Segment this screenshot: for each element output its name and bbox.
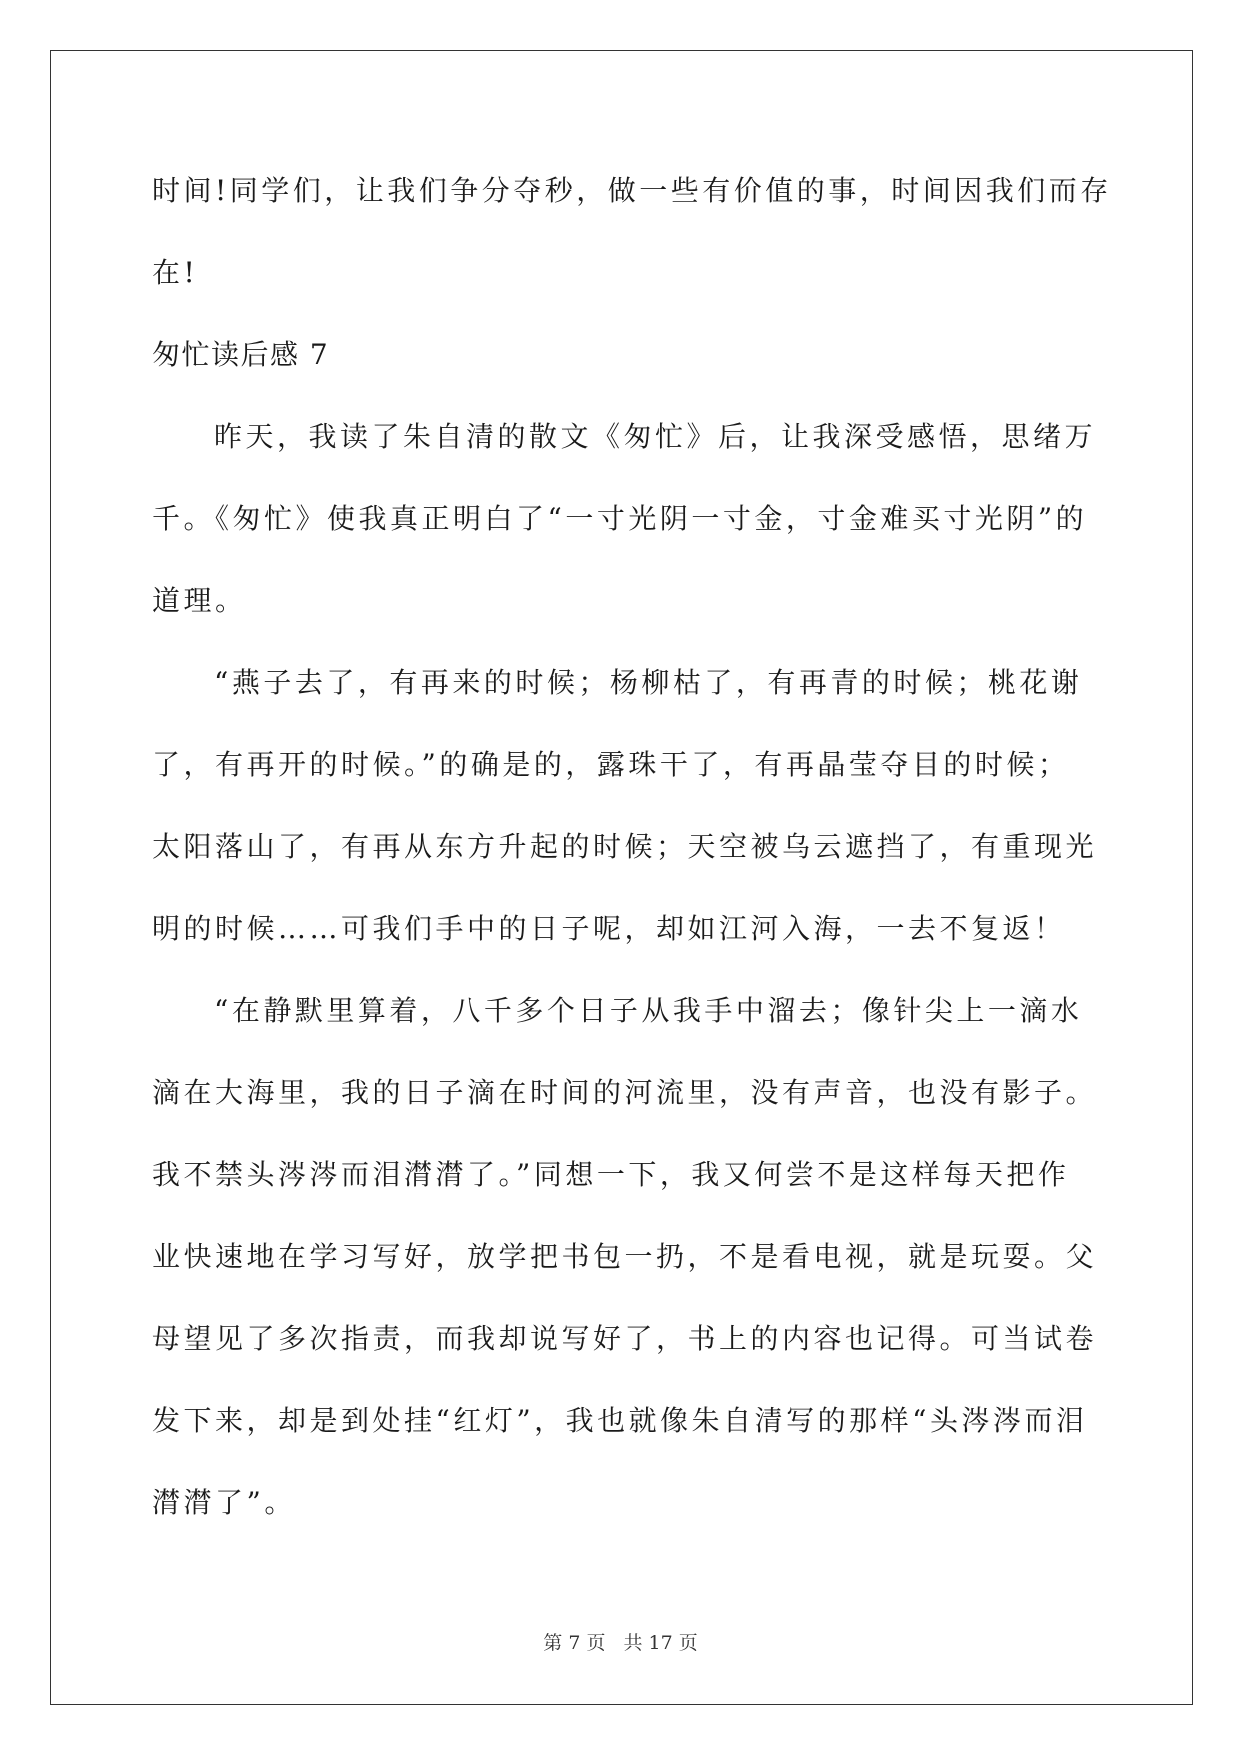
page-footer (0, 1628, 1241, 1655)
paragraph-line: 我不禁头涔涔而泪潸潸了。”同想一下，我又何尝不是这样每天把作 (152, 1158, 1070, 1191)
paragraph-line: 在! (152, 256, 199, 289)
page-number: 第 7 页 (543, 1632, 606, 1654)
paragraph-line: 明的时候……可我们手中的日子呢，却如江河入海，一去不复返！ (152, 912, 1066, 945)
paragraph-line: 潸潸了”。 (152, 1486, 296, 1519)
paragraph-line: 太阳落山了，有再从东方升起的时候；天空被乌云遮挡了，有重现光 (152, 830, 1098, 863)
paragraph-line: 时间!同学们，让我们争分夺秒，做一些有价值的事，时间因我们而存 (152, 174, 1112, 207)
paragraph-line: 千。《匆忙》使我真正明白了“一寸光阴一寸金，寸金难买寸光阴”的 (152, 502, 1088, 535)
paragraph-line: “燕子去了，有再来的时候；杨柳枯了，有再青的时候；桃花谢 (214, 666, 1083, 699)
page-total: 共 17 页 (623, 1632, 698, 1654)
paragraph-line: 昨天，我读了朱自清的散文《匆忙》后，让我深受感悟，思绪万 (214, 420, 1097, 453)
section-heading: 匆忙读后感 7 (152, 338, 330, 371)
paragraph-line: 母望见了多次指责，而我却说写好了，书上的内容也记得。可当试卷 (152, 1322, 1098, 1355)
paragraph-line: 业快速地在学习写好，放学把书包一扔，不是看电视，就是玩耍。父 (152, 1240, 1098, 1273)
paragraph-line: 了，有再开的时候。”的确是的，露珠干了，有再晶莹夺目的时候； (152, 748, 1070, 781)
paragraph-line: 发下来，却是到处挂“红灯”，我也就像朱自清写的那样“头涔涔而泪 (152, 1404, 1088, 1437)
paragraph-line: 滴在大海里，我的日子滴在时间的河流里，没有声音，也没有影子。 (152, 1076, 1098, 1109)
paragraph-line: “在静默里算着，八千多个日子从我手中溜去；像针尖上一滴水 (214, 994, 1083, 1027)
paragraph-line: 道理。 (152, 584, 247, 617)
document-body (152, 150, 1112, 1544)
